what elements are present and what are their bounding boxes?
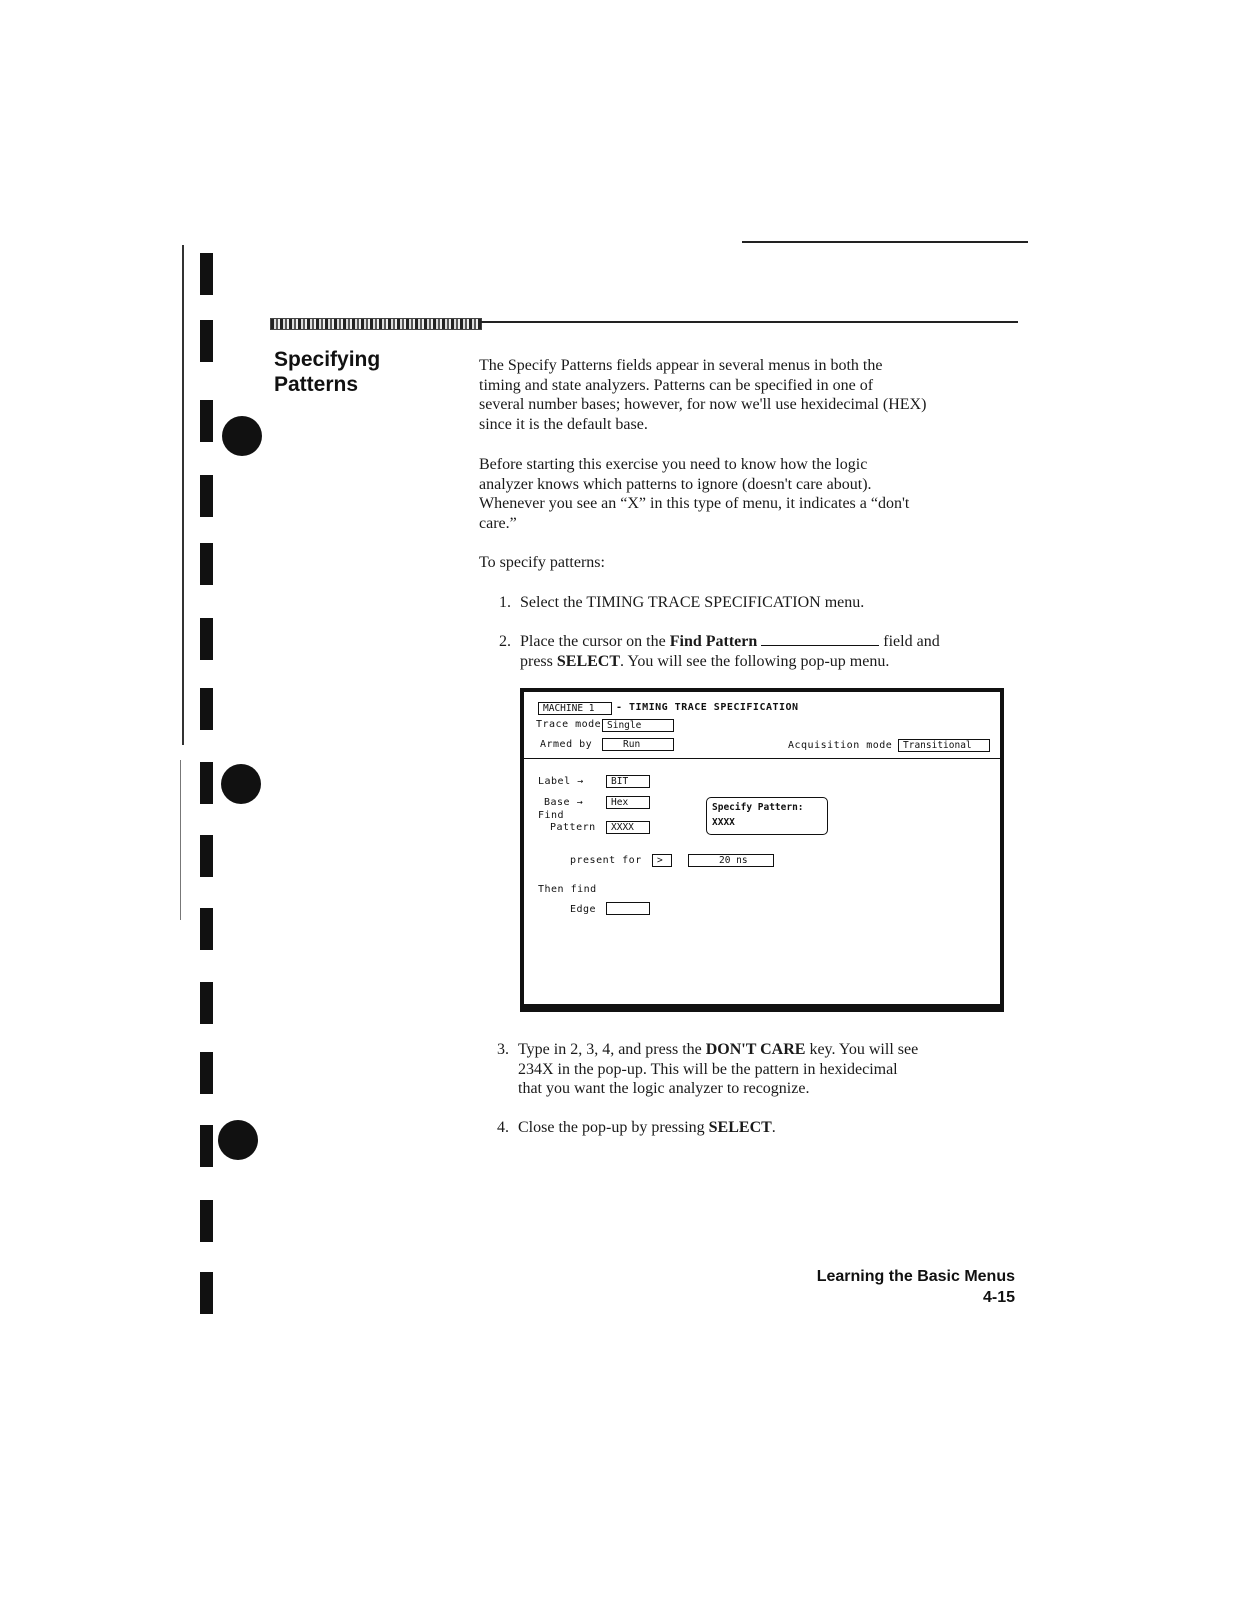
step-emphasis: Find Pattern	[669, 633, 758, 650]
section-heading-line: Specifying	[274, 348, 381, 371]
popup-pattern-value[interactable]: XXXX	[712, 817, 735, 828]
screen-title: - TIMING TRACE SPECIFICATION	[616, 702, 799, 713]
base-field[interactable]: Hex	[606, 796, 650, 809]
step-text: press	[520, 652, 557, 670]
step-emphasis: SELECT	[708, 1119, 772, 1136]
step-text: key. You will see	[805, 1041, 919, 1058]
step-text: that you want the logic analyzer to recognize.	[518, 1080, 810, 1097]
find-label: Find	[538, 810, 565, 821]
timing-trace-screen	[520, 688, 1004, 1012]
base-label: Base →	[544, 797, 584, 808]
binding-bar	[200, 320, 213, 362]
step-text: field and	[879, 633, 940, 650]
binding-bar	[200, 400, 213, 442]
binding-line	[180, 760, 181, 920]
binding-bar	[200, 475, 213, 517]
step-number: 2.	[499, 633, 511, 650]
paragraph	[479, 455, 1019, 533]
machine-field[interactable]: MACHINE 1	[538, 702, 612, 715]
page-number: 4-15	[982, 1289, 1015, 1306]
binding-bar	[200, 1272, 213, 1314]
armed-by-label: Armed by	[540, 739, 593, 750]
scan-artifact-strip	[270, 318, 482, 330]
text-line: since it is the default base.	[479, 415, 648, 433]
binding-bar	[200, 835, 213, 877]
section-rule	[480, 321, 1018, 323]
binding-bar	[200, 762, 213, 804]
popup-title: Specify Pattern:	[712, 802, 804, 813]
header-rule	[742, 241, 1028, 243]
binding-hole	[222, 416, 262, 456]
step-text: Place the cursor on the	[520, 633, 670, 650]
binding-bar	[200, 1052, 213, 1094]
step-number: 4.	[497, 1119, 509, 1136]
step-number: 3.	[497, 1041, 509, 1058]
step-text: 234X in the pop-up. This will be the pattern in hexidecimal	[518, 1060, 898, 1078]
edge-field[interactable]	[606, 902, 650, 915]
text-line: timing and state analyzers. Patterns can be specified in one of	[479, 376, 874, 394]
binding-bar	[200, 1125, 213, 1167]
section-heading-line: Patterns	[274, 373, 359, 396]
label-field[interactable]: BIT	[606, 775, 650, 788]
text-line: Whenever you see an “X” in this type of menu, it indicates a “don't	[479, 495, 910, 512]
present-for-label: present for	[570, 855, 642, 866]
specify-pattern-popup[interactable]	[706, 797, 828, 835]
armed-by-field[interactable]: Run	[602, 738, 674, 751]
paragraph	[479, 356, 1019, 434]
binding-bar	[200, 543, 213, 585]
step-3	[497, 1040, 1017, 1099]
edge-label: Edge	[570, 904, 597, 915]
pattern-label: Pattern	[550, 822, 596, 833]
binding-bar	[200, 618, 213, 660]
step-text: .	[771, 1119, 776, 1136]
acquisition-mode-field[interactable]: Transitional	[898, 739, 990, 752]
text-line: Before starting this exercise you need to know how the logic	[479, 456, 868, 473]
binding-hole	[218, 1120, 258, 1160]
binding-bar	[200, 1200, 213, 1242]
step-text: Close the pop-up by pressing	[518, 1119, 709, 1136]
binding-bar	[200, 253, 213, 295]
binding-line	[182, 245, 184, 745]
step-text: Select the TIMING TRACE SPECIFICATION menu.	[520, 594, 865, 611]
acquisition-mode-label: Acquisition mode	[788, 740, 893, 751]
section-heading	[274, 347, 444, 397]
footer-chapter-title: Learning the Basic Menus	[816, 1268, 1015, 1285]
step-1	[499, 593, 1019, 613]
step-text: . You will see the following pop-up menu.	[620, 652, 890, 670]
step-emphasis: DON'T CARE	[705, 1041, 806, 1058]
text-line: To specify patterns:	[479, 554, 605, 571]
label-label: Label →	[538, 776, 584, 787]
text-line: several number bases; however, for now we'll use hexidecimal (HEX)	[479, 396, 927, 413]
paragraph	[479, 553, 1019, 573]
binding-bar	[200, 982, 213, 1024]
binding-hole	[221, 764, 261, 804]
step-emphasis: SELECT	[556, 652, 621, 670]
step-number: 1.	[499, 594, 511, 611]
binding-bar	[200, 908, 213, 950]
step-text: Type in 2, 3, 4, and press the	[518, 1041, 706, 1058]
text-line: analyzer knows which patterns to ignore (doesn't care about).	[479, 475, 872, 493]
text-line: care.”	[479, 514, 517, 532]
screen-divider	[524, 758, 1000, 759]
pattern-field[interactable]: XXXX	[606, 821, 650, 834]
then-find-label: Then find	[538, 884, 597, 895]
binding-bar	[200, 688, 213, 730]
field-blank	[761, 633, 879, 646]
step-4	[497, 1118, 1017, 1138]
step-2	[499, 632, 1019, 671]
present-for-field[interactable]: >	[652, 854, 672, 867]
trace-mode-field[interactable]: Single	[602, 719, 674, 732]
text-line: The Specify Patterns fields appear in several menus in both the	[479, 357, 883, 374]
trace-mode-label: Trace mode	[536, 719, 602, 730]
duration-field[interactable]: 20 ns	[688, 854, 774, 867]
